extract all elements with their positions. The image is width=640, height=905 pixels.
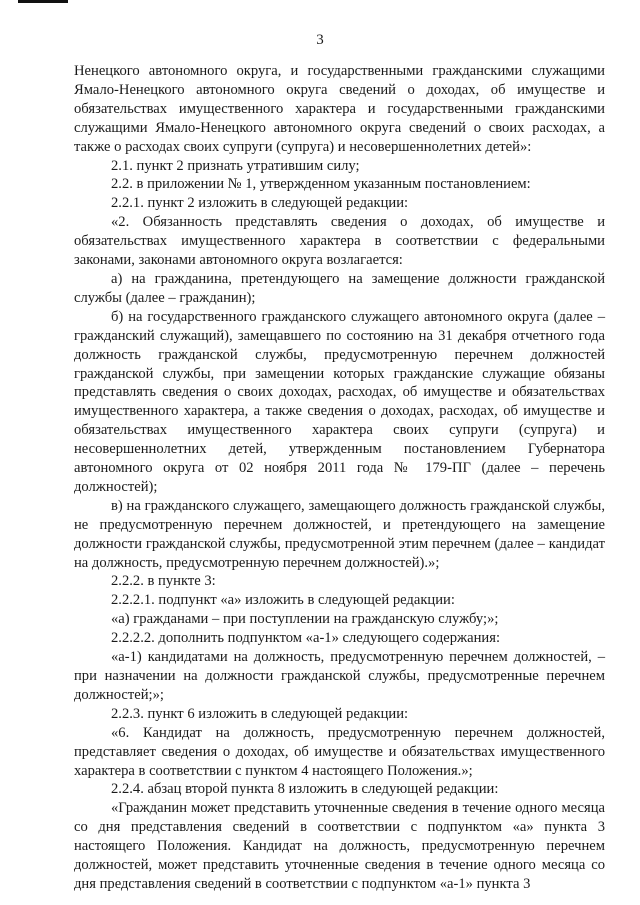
paragraph: в) на гражданского служащего, замещающего должность гражданской службы, не предусмотренную перечнем должностей, и претендующего на замещение должности гражданской службы, предусмотренной этим перечнем (далее – кандидат на должность, предусмотренную перечнем должностей).»; [74, 497, 605, 571]
paragraph: б) на государственного гражданского служащего автономного округа (далее – гражданский служащий), замещавшего по состоянию на 31 декабря отчетного года должность гражданской службы, предусмотренную перечнем должностей гражданской службы, при замещении которых гражданские служащие обязаны представлять сведения о своих доходах, расходах, об имуществе и обязательствах имущественного характера, а также сведения о доходах, расходах, об имуществе и обязательствах имущественного характера своих супруги (супруга) и несовершеннолетних детей, утвержденным постановлением Губернатора автономного округа от 02 ноября 2011 года № 179-ПГ (далее – перечень должностей); [74, 308, 605, 495]
paragraph: 2.1. пункт 2 признать утратившим силу; [111, 157, 360, 174]
paragraph: 2.2.2. в пункте 3: [111, 573, 216, 590]
scan-corner-mark [18, 0, 68, 3]
paragraph: 2.2.4. абзац второй пункта 8 изложить в следующей редакции: [111, 781, 499, 798]
paragraph: 2.2.2.1. подпункт «а» изложить в следующей редакции: [111, 592, 455, 609]
paragraph: 2.2.2.2. дополнить подпунктом «а-1» следующего содержания: [111, 630, 500, 647]
paragraph: Ненецкого автономного округа, и государственными гражданскими служащими Ямало-Ненецкого автономного округа сведений о доходах, об имуществе и обязательствах имущественного характера и государственными гражданскими служащими Ямало-Ненецкого автономного округа сведений о своих расходах, а также о расходах своих супруги (супруга) и несовершеннолетних детей»: [74, 63, 605, 155]
paragraph: 2.2. в приложении № 1, утвержденном указанным постановлением: [111, 176, 531, 193]
paragraph: «Гражданин может представить уточненные сведения в течение одного месяца со дня представления сведений в соответствии с подпунктом «а» пункта 3 настоящего Положения. Кандидат на должность, предусмотренную перечнем должностей, может представить уточненные сведения в течение одного месяца со дня представления сведений в соответствии с подпунктом «а-1» пункта 3 [74, 800, 605, 892]
paragraph: 2.2.3. пункт 6 изложить в следующей редакции: [111, 705, 409, 722]
page-number: 3 [316, 32, 324, 48]
paragraph: а) на гражданина, претендующего на замещение должности гражданской службы (далее – гражданин); [74, 270, 605, 306]
paragraph: «а) гражданами – при поступлении на гражданскую службу;»; [111, 611, 499, 628]
document-body [74, 62, 605, 894]
paragraph: 2.2.1. пункт 2 изложить в следующей редакции: [111, 195, 409, 212]
paragraph: «а-1) кандидатами на должность, предусмотренную перечнем должностей, – при назначении на должности гражданской службы, предусмотренные перечнем должностей;»; [74, 649, 605, 703]
paragraph: «6. Кандидат на должность, предусмотренную перечнем должностей, представляет сведения о доходах, об имуществе и обязательствах имущественного характера в соответствии с пунктом 4 настоящего Положения.»; [74, 724, 605, 779]
paragraph: «2. Обязанность представлять сведения о доходах, об имуществе и обязательствах имущественного характера в соответствии с федеральными законами, законами автономного округа возлагается: [74, 214, 605, 269]
